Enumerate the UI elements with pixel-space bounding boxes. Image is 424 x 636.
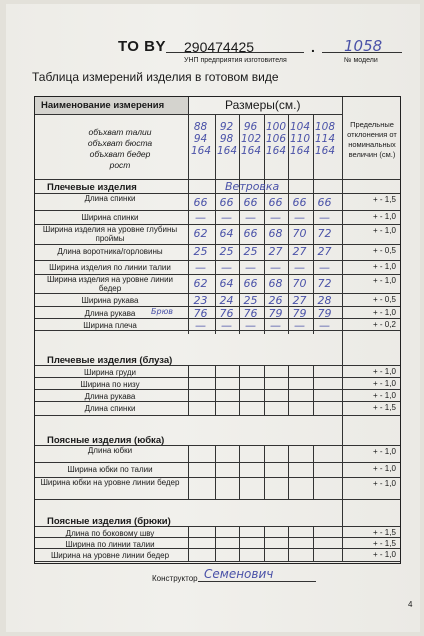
constructor-signature: Семенович xyxy=(204,567,274,581)
measurement-value: 79 xyxy=(268,307,283,320)
measurement-value: — xyxy=(221,319,232,332)
tolerance-value: + - 1,0 xyxy=(373,379,396,388)
measurement-value: 64 xyxy=(219,227,234,240)
size-value: 164 xyxy=(191,145,212,157)
measurement-value: 23 xyxy=(193,294,208,307)
measurement-value: — xyxy=(270,319,281,332)
row-label: Ширина изделия на уровне линии бедер xyxy=(46,275,174,293)
size-value: 164 xyxy=(266,145,287,157)
measurement-value: 66 xyxy=(193,196,208,209)
row-label: Ширина по низу xyxy=(80,380,140,389)
measurement-value: 70 xyxy=(292,227,307,240)
tolerance-value: + - 0,5 xyxy=(373,246,396,255)
measurement-value: — xyxy=(319,211,330,224)
tolerance-value: + - 1,5 xyxy=(373,528,396,537)
constructor-underline xyxy=(198,581,316,582)
section-title: Плечевые изделия xyxy=(47,182,137,193)
measurement-value: 25 xyxy=(193,245,208,258)
size-value: 106 xyxy=(266,133,287,145)
tolerance-value: + - 1,0 xyxy=(373,479,396,488)
row-label: Ширина юбки по талии xyxy=(67,465,153,474)
measurement-value: 62 xyxy=(193,227,208,240)
size-value: 100 xyxy=(266,121,287,133)
measurement-value: — xyxy=(270,211,281,224)
size-value: 102 xyxy=(241,133,262,145)
size-value: 92 xyxy=(219,121,234,133)
size-value: 104 xyxy=(290,121,311,133)
measurement-value: — xyxy=(245,211,256,224)
measurement-value: 27 xyxy=(292,245,307,258)
measurement-value: 66 xyxy=(292,196,307,209)
measurement-value: 79 xyxy=(317,307,332,320)
param-bust: объхват бюста xyxy=(87,138,153,148)
tolerance-value: + - 0,5 xyxy=(373,295,396,304)
row-label: Ширина изделия по линии талии xyxy=(49,263,171,272)
garment-type: Ветровка xyxy=(225,180,280,193)
measurement-value: 66 xyxy=(243,196,258,209)
measurement-value: 79 xyxy=(292,307,307,320)
measurement-value: 66 xyxy=(219,196,234,209)
measurement-value: — xyxy=(221,211,232,224)
measurement-value: 27 xyxy=(292,294,307,307)
measurement-value: 76 xyxy=(219,307,234,320)
measurement-value: 68 xyxy=(268,277,283,290)
tolerance-value: + - 1,0 xyxy=(373,212,396,221)
tolerance-value: + - 1,0 xyxy=(373,276,396,285)
size-value: 164 xyxy=(290,145,311,157)
measurement-value: 70 xyxy=(292,277,307,290)
size-value: 164 xyxy=(217,145,238,157)
measurement-value: — xyxy=(319,261,330,274)
param-waist: объхват талии xyxy=(88,127,152,137)
measurement-value: 27 xyxy=(268,245,283,258)
measurement-value: — xyxy=(245,319,256,332)
section-title: Плечевые изделия (блуза) xyxy=(47,355,173,366)
measurement-value: — xyxy=(294,211,305,224)
tolerance-value: + - 1,5 xyxy=(373,403,396,412)
measurement-value: — xyxy=(195,261,206,274)
measurement-value: 25 xyxy=(243,294,258,307)
measurement-value: 66 xyxy=(243,277,258,290)
tolerance-value: + - 1,0 xyxy=(373,226,396,235)
measurement-value: 66 xyxy=(268,196,283,209)
row-label: Ширина по линии талии xyxy=(65,540,155,549)
row-label: Ширина плеча xyxy=(83,321,137,330)
model-number: 1058 xyxy=(344,37,383,55)
measurement-value: 76 xyxy=(193,307,208,320)
tolerance-value: + - 1,0 xyxy=(373,367,396,376)
tolerance-value: + - 0,2 xyxy=(373,320,396,329)
measurement-value: — xyxy=(294,261,305,274)
row-note: Брюв xyxy=(151,307,174,316)
size-value: 94 xyxy=(193,133,208,145)
size-value: 114 xyxy=(315,133,336,145)
measurement-value: — xyxy=(195,319,206,332)
row-label: Длина рукава xyxy=(84,392,136,401)
row-label: Длина рукава xyxy=(84,309,136,318)
unp-value: 290474425 xyxy=(184,39,255,55)
measurement-value: 25 xyxy=(243,245,258,258)
document-sheet xyxy=(6,4,420,632)
row-label: Ширина изделия на уровне глубины проймы xyxy=(42,225,178,243)
tolerance-value: + - 1,0 xyxy=(373,447,396,456)
measurement-value: 27 xyxy=(317,245,332,258)
row-label: Ширина юбки на уровне линии бедер xyxy=(40,478,180,487)
section-title: Поясные изделия (брюки) xyxy=(47,516,171,527)
measurement-value: — xyxy=(270,261,281,274)
measurement-value: — xyxy=(195,211,206,224)
measurement-value: 26 xyxy=(268,294,283,307)
model-caption: № модели xyxy=(344,57,378,64)
row-label: Ширина на уровне линии бедер xyxy=(50,551,170,560)
measurement-value: 25 xyxy=(219,245,234,258)
measurement-value: 24 xyxy=(219,294,234,307)
row-label: Ширина рукава xyxy=(81,296,139,305)
row-label: Длина юбки xyxy=(87,446,133,455)
header-sizes: Размеры(см.) xyxy=(225,98,301,112)
tolerance-value: + - 1,0 xyxy=(373,550,396,559)
measurement-value: — xyxy=(294,319,305,332)
tolerance-value: + - 1,0 xyxy=(373,308,396,317)
measurements-table xyxy=(34,96,401,564)
constructor-label: Конструктор xyxy=(152,574,198,583)
measurement-value: 68 xyxy=(268,227,283,240)
param-height: рост xyxy=(109,160,131,170)
row-label: Длина по боковому шву xyxy=(65,529,155,538)
size-value: 164 xyxy=(241,145,262,157)
measurement-value: 72 xyxy=(317,227,332,240)
measurement-value: 64 xyxy=(219,277,234,290)
row-label: Ширина груди xyxy=(84,368,136,377)
tolerance-value: + - 1,5 xyxy=(373,195,396,204)
size-value: 108 xyxy=(315,121,336,133)
tolerance-value: + - 1,0 xyxy=(373,464,396,473)
param-hips: объхват бедер xyxy=(89,149,151,159)
separator-dot: . xyxy=(311,39,315,55)
size-value: 98 xyxy=(219,133,234,145)
section-title: Поясные изделия (юбка) xyxy=(47,435,165,446)
measurement-value: 66 xyxy=(317,196,332,209)
header-name: Наименование измерения xyxy=(41,100,165,111)
measurement-value: 76 xyxy=(243,307,258,320)
size-value: 164 xyxy=(315,145,336,157)
size-value: 88 xyxy=(193,121,208,133)
to-by-label: ТО BY xyxy=(118,38,166,55)
row-label: Длина воротника/горловины xyxy=(57,247,163,256)
page-number: 4 xyxy=(408,600,413,609)
size-value: 110 xyxy=(290,133,311,145)
row-label: Ширина спинки xyxy=(81,213,139,222)
tolerance-value: + - 1,0 xyxy=(373,391,396,400)
measurement-value: 72 xyxy=(317,277,332,290)
size-value: 96 xyxy=(243,121,258,133)
row-label: Длина спинки xyxy=(84,194,136,203)
tolerance-value: + - 1,5 xyxy=(373,539,396,548)
measurement-value: 62 xyxy=(193,277,208,290)
unp-caption: УНП предприятия изготовителя xyxy=(184,57,287,64)
measurement-value: — xyxy=(245,261,256,274)
measurement-value: 66 xyxy=(243,227,258,240)
measurement-value: 28 xyxy=(317,294,332,307)
tolerance-value: + - 1,0 xyxy=(373,262,396,271)
row-label: Длина спинки xyxy=(84,404,136,413)
document-title: Таблица измерений изделия в готовом виде xyxy=(32,70,279,84)
measurement-value: — xyxy=(319,319,330,332)
header-tolerance: Предельные отклонения от номинальных величин (см.) xyxy=(347,120,397,159)
measurement-value: — xyxy=(221,261,232,274)
